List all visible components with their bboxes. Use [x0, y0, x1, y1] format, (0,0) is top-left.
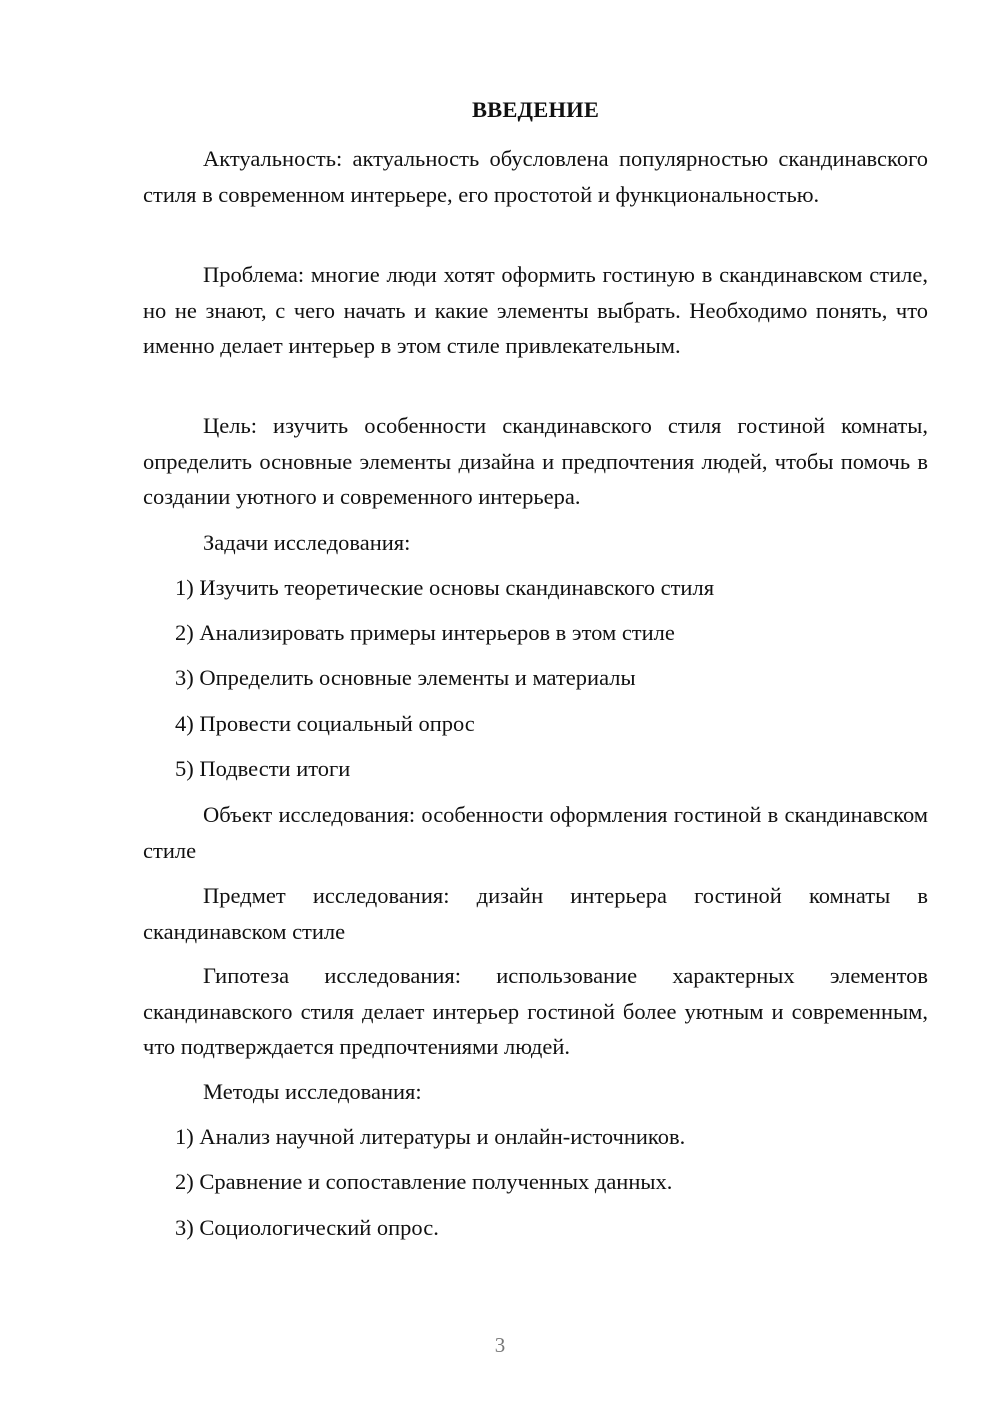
- relevance-paragraph: Актуальность: актуальность обусловлена популярностью скандинавского стиля в современном интерьере, его простотой и функциональностью.: [143, 146, 928, 207]
- list-item: 4) Провести социальный опрос: [175, 711, 475, 736]
- list-item: 3) Социологический опрос.: [175, 1215, 439, 1240]
- goal-paragraph: Цель: изучить особенности скандинавского стиля гостиной комнаты, определить основные элементы дизайна и предпочтения людей, чтобы помочь в создании уютного и современного интерьера.: [143, 413, 928, 509]
- hypothesis-paragraph: Гипотеза исследования: использование характерных элементов скандинавского стиля делает интерьер гостиной более уютным и современным, что подтверждается предпочтениями людей.: [143, 963, 928, 1059]
- list-item: 1) Анализ научной литературы и онлайн-источников.: [175, 1124, 686, 1149]
- methods-heading: Методы исследования:: [203, 1079, 422, 1104]
- page-title: ВВЕДЕНИЕ: [471, 97, 600, 122]
- tasks-heading: Задачи исследования:: [203, 530, 411, 555]
- page-number: 3: [494, 1333, 506, 1357]
- subject-paragraph: Предмет исследования: дизайн интерьера гостиной комнаты в скандинавском стиле: [143, 883, 928, 944]
- problem-paragraph: Проблема: многие люди хотят оформить гостиную в скандинавском стиле, но не знают, с чего начать и какие элементы выбрать. Необходимо понять, что именно делает интерьер в этом стиле привлекательным.: [143, 262, 928, 358]
- list-item: 1) Изучить теоретические основы скандинавского стиля: [175, 575, 715, 600]
- list-item: 5) Подвести итоги: [175, 756, 351, 781]
- object-paragraph: Объект исследования: особенности оформления гостиной в скандинавском стиле: [143, 802, 928, 863]
- list-item: 3) Определить основные элементы и материалы: [175, 665, 636, 690]
- list-item: 2) Анализировать примеры интерьеров в этом стиле: [175, 620, 675, 645]
- list-item: 2) Сравнение и сопоставление полученных данных.: [175, 1169, 673, 1194]
